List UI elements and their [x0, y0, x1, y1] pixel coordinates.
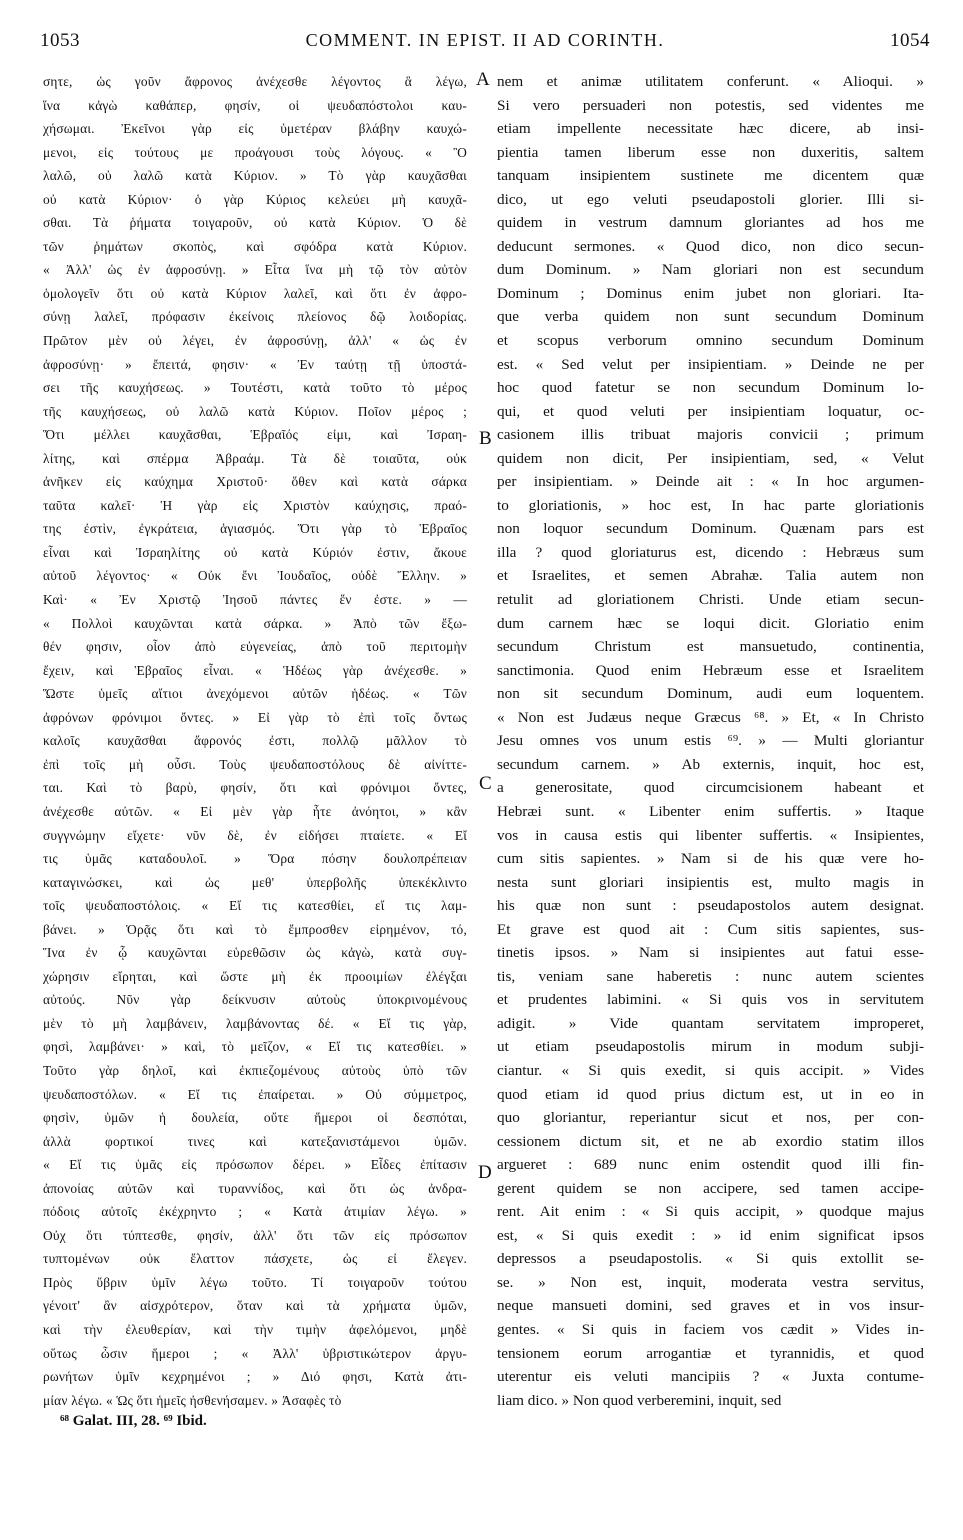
latin-text-line: retulit ad gloriationem Christi. Unde etiam secun-: [497, 591, 924, 609]
greek-text-line: Πρῶτον μὲν οὐ λέγει, ἐν ἀφροσύνῃ, ἀλλ' « ὡς ἐν: [43, 333, 467, 349]
latin-text-line: non loquor secundum Dominum. Quænam pars est: [497, 520, 924, 538]
latin-column: [497, 70, 924, 1412]
greek-text-line: τυπτομένων οὐκ ἔλαττον πάσχετε, ὡς εἰ ἔλεγεν.: [43, 1251, 467, 1267]
greek-text-line: ἀνῆκεν εἰς καύχημα Χριστοῦ· ὅθεν καὶ κατὰ σάρκα: [43, 474, 467, 490]
latin-text-line: quod etiam id quod prius dictum est, ut in eo in: [497, 1085, 924, 1103]
left-page-number: 1053: [40, 30, 80, 51]
greek-text-line: σθαι. Τὰ ῥήματα τοιγαροῦν, οὐ κατὰ Κύριον. Ὁ δὲ: [43, 215, 467, 231]
greek-text-line: ταῦτα καλεῖ· Ἡ γὰρ εἰς Χριστὸν καύχησις, πραό-: [43, 497, 467, 513]
latin-text-line: hoc quod fatetur se non secundum Dominum lo-: [497, 379, 924, 397]
greek-text-line: ἀνέχεσθε αὐτῶν. « Εἰ μὲν γὰρ ἦτε ἀνόητοι, » κἂν: [43, 803, 467, 819]
greek-text-line: « Πολλοὶ καυχῶνται κατὰ σάρκα. » Ἀπὸ τῶν ἔξω-: [43, 615, 467, 631]
greek-text-line: εἶναι καὶ Ἰσραηλίτης οὐ κατὰ Κύριόν ἐστιν, ἄκουε: [43, 544, 467, 560]
greek-text-line: φησὶ, λαμβάνει· » καὶ, τὸ μεῖζον, « Εἴ τις κατεσθίει. »: [43, 1039, 467, 1055]
latin-text-line: cessionem dictum sit, et ne ab exordio statim illos: [497, 1132, 924, 1150]
latin-text-line: nesta sunt gloriari insipientis est, multo magis in: [497, 873, 924, 891]
latin-text-line: dum Dominum. » Nam gloriari non est secundum: [497, 261, 924, 279]
latin-text-line: « Non est Judæus neque Græcus ⁶⁸. » Et, « In Christo: [497, 708, 924, 726]
latin-text-line: illa ? quod gloriaturus est, dicendo : Hebræus sum: [497, 543, 924, 561]
latin-text-line: argueret : 689 nunc enim ostendit quod illi fin-: [497, 1156, 924, 1174]
greek-text-line: ἔχειν, καὶ Ἑβραῖος εἶναι. « Ἡδέως γὰρ ἀνέχεσθε. »: [43, 662, 467, 678]
greek-column: [43, 70, 467, 1412]
greek-text-line: σητε, ὡς γοῦν ἄφρονος ἀνέχεσθε λέγοντος ἃ λέγω,: [43, 74, 467, 89]
latin-text-line: gerent quidem se non accipere, sed tamen accipe-: [497, 1179, 924, 1197]
latin-text-line: tanquam insipientem sustinete me dicentem quæ: [497, 167, 924, 185]
greek-text-line: φησὶν, ὑμῶν ἡ δουλεία, οὔτε ἥμεροι οἱ δεσπόται,: [43, 1110, 467, 1126]
running-title: COMMENT. IN EPIST. II AD CORINTH.: [305, 30, 665, 50]
greek-text-line: ὁμολογεῖν ὅτι οὐ κατὰ Κύριον λαλεῖ, καὶ ὅτι ἐν ἀφρο-: [43, 285, 467, 301]
latin-text-line: dum carnem hæc se loqui dicit. Gloriatio enim: [497, 614, 924, 632]
latin-text-line: pientia tamen liberum esse non duxeritis, saltem: [497, 143, 924, 161]
latin-text-line: sanctimonia. Quod enim Hebræum esse et Israelitem: [497, 661, 924, 679]
latin-text-line: quo gloriantur, reperiantur sicut et nos, per con-: [497, 1109, 924, 1127]
latin-text-line: a generositate, quod circumcisionem habeant et: [497, 779, 924, 797]
greek-text-line: χήσωμαι. Ἐκεῖνοι γὰρ εἰς ὑμετέραν βλάβην καυχώ-: [43, 121, 467, 137]
greek-text-line: Πρὸς ὕβριν ὑμῖν λέγω τοῦτο. Τί τοιγαροῦν τούτου: [43, 1274, 467, 1290]
latin-text-line: depressos a pseudapostolis. « Si quis extollit se-: [497, 1250, 924, 1268]
latin-text-line: ut etiam pseudapostolis mirum in modum subji-: [497, 1038, 924, 1056]
greek-text-line: σύνῃ λαλεῖ, πρόφασιν ἐκείνοις πλείονος δῷ λοιδορίας.: [43, 309, 467, 325]
greek-text-line: καταγινώσκει, καὶ ὡς μεθ' ὑπερβολῆς ὑπεκέκλιντο: [43, 874, 467, 890]
greek-text-line: βάνει. » Ὁρᾷς ὅτι καὶ τὸ ἔμπροσθεν εἰρημένον, τό,: [43, 921, 467, 937]
section-marker-c: C: [479, 773, 492, 794]
latin-text-line: dico, ut ego veluti pseudapostoli glorier. Illi si-: [497, 190, 924, 208]
latin-text-line: tis, veniam sane haberetis : nunc autem scientes: [497, 967, 924, 985]
latin-text-line: Jesu omnes vos unum estis ⁶⁹. » — Multi gloriantur: [497, 732, 924, 750]
right-page-number: 1054: [889, 30, 930, 51]
greek-text-line: Οὐχ ὅτι τύπτεσθε, φησίν, ἀλλ' ὅτι τῶν εἰς πρόσωπον: [43, 1227, 467, 1243]
greek-text-line: οὕτως ὦσιν ἥμεροι ; « Ἀλλ' ὑβριστικώτερον ἀργυ-: [43, 1345, 467, 1361]
latin-text-line: casionem illis tribuat majoris convicii ; primum: [497, 426, 924, 444]
greek-text-line: ρωνήτων ὑμῖν κεχρημένοι ; » Διό φησι, Κατὰ ἀτι-: [43, 1369, 467, 1385]
latin-text-line: ciantur. « Si quis exedit, si quis accipit. » Vides: [497, 1061, 924, 1079]
latin-text-line: neque mansueti domini, sed graves et in vos insur-: [497, 1297, 924, 1315]
greek-text-line: της ἐστὶν, ἐγκράτεια, ἁγιασμός. Ὅτι γὰρ τὸ Ἑβραῖος: [43, 521, 467, 537]
greek-text-line: γένοιτ' ἂν αἰσχρότερον, ὅταν καὶ τὰ χρήματα ὑμῶν,: [43, 1298, 467, 1314]
greek-text-line: μενοι, εἰς τούτους με προάγουσι τοὺς λόγους. « Ὃ: [43, 144, 467, 160]
latin-text-line: tensionem eorum arrogantiæ et tyrannidis, et quod: [497, 1344, 924, 1362]
greek-text-line: ἀφροσύνῃ· » ἔπειτά, φησιν· « Ἐν ταύτῃ τῇ ὑποστά-: [43, 356, 467, 372]
greek-text-line: καὶ τὴν ἐλευθερίαν, καὶ τὴν τιμὴν ἀφελόμενοι, μηδὲ: [43, 1321, 467, 1337]
latin-text-line: per insipientiam. » Deinde ait : « In hoc argumen-: [497, 473, 924, 491]
latin-text-line: uterentur eis veluti mancipiis ? « Juxta contume-: [497, 1368, 924, 1386]
greek-text-line: συγγνώμην εἴχετε· νῦν δὲ, ἐν εἰδήσει πταίετε. « Εἴ: [43, 827, 467, 843]
latin-text-line: cum sitis sapientes. » Nam si de his quæ vere ho-: [497, 850, 924, 868]
latin-text-line: est, « Si quis exedit : » id enim significat ipsos: [497, 1226, 924, 1244]
latin-text-line: tinetis ipsos. » Nam si insipientes aut fatui esse-: [497, 944, 924, 962]
latin-text-line: deducunt sermones. « Quod dico, non dico secun-: [497, 237, 924, 255]
section-marker-a: A: [476, 69, 490, 90]
latin-text-line: est. « Sed velut per insipientiam. » Deinde ne per: [497, 355, 924, 373]
footnote: ⁶⁸ Galat. III, 28. ⁶⁹ Ibid.: [60, 1413, 207, 1429]
latin-text-line: et prudentes labimini. « Si quis vos in servitutem: [497, 991, 924, 1009]
greek-text-line: αὐτούς. Νῦν γὰρ δείκνυσιν αὐτοὺς ὑποκρινομένους: [43, 992, 467, 1008]
latin-text-line: secundum Christum est mansuetudo, continentia,: [497, 638, 924, 656]
latin-text-line: Hebræi sunt. « Libenter enim suffertis. » Itaque: [497, 802, 924, 820]
greek-text-line: Ἵνα ἐν ᾧ καυχῶνται εὑρεθῶσιν ὡς κἀγὼ, κατὰ συγ-: [43, 945, 467, 961]
greek-text-line: Καὶ· « Ἐν Χριστῷ Ἰησοῦ πάντες ἕν ἐστε. » —: [43, 592, 467, 608]
latin-text-line: nem et animæ utilitatem conferunt. « Alioqui. »: [497, 73, 924, 90]
latin-text-line: to gloriationis, » hoc est, In hac parte gloriationis: [497, 496, 924, 514]
greek-text-line: καλοῖς καυχᾶσθαι ἄφρονός ἐστι, πολλῷ μᾶλλον τὸ: [43, 733, 467, 749]
greek-text-line: Ὅτι μέλλει καυχᾶσθαι, Ἑβραῖός εἰμι, καὶ Ἰσραη-: [43, 427, 467, 443]
greek-text-line: πόδοις αὐτοῖς ἐκέχρηντο ; « Κατὰ ἀτιμίαν λέγω. »: [43, 1204, 467, 1220]
latin-text-line: etiam impellente necessitate hæc dicere, ab insi-: [497, 120, 924, 138]
latin-text-line: quidem non dicit, Per insipientiam, sed, « Velut: [497, 449, 924, 467]
latin-text-line: vos in causa estis qui libenter suffertis. « Insipientes,: [497, 826, 924, 844]
greek-text-line: σει τῆς καυχήσεως. » Τουτέστι, κατὰ τοῦτο τὸ μέρος: [43, 380, 467, 396]
greek-text-line: ἀφρόνων φρόνιμοι ὄντες. » Εἰ γὰρ τὸ ἐπὶ τοῖς ὄντως: [43, 709, 467, 725]
section-marker-d: D: [478, 1162, 492, 1183]
latin-text-line: Et grave est quod ait : Cum sitis sapientes, sus-: [497, 920, 924, 938]
latin-text-line: Si vero persuaderi non potestis, sed videntes me: [497, 96, 924, 114]
latin-text-line: adigit. » Vide quantam servitatem improperet,: [497, 1014, 924, 1032]
greek-text-line: μὲν τὸ μὴ λαμβάνειν, λαμβάνοντας δέ. « Εἴ τις γὰρ,: [43, 1015, 467, 1031]
section-marker-b: B: [479, 428, 492, 449]
latin-text-line: se. » Non est, inquit, moderata vestra servitus,: [497, 1273, 924, 1291]
greek-text-line: χώρησιν εἴρηται, καὶ ὥστε μὴ ἐκ προοιμίων ἐλέγξαι: [43, 968, 467, 984]
greek-text-line: τις ὑμᾶς καταδουλοῖ. » Ὅρα πόσην δουλοπρέπειαν: [43, 851, 467, 867]
greek-text-line: « Εἴ τις ὑμᾶς εἰς πρόσωπον δέρει. » Εἶδες ἐπίτασιν: [43, 1157, 467, 1173]
page-header: [40, 30, 930, 60]
greek-text-line: ψευδαποστόλων. « Εἴ τις ἐπαίρεται. » Οὐ σύμμετρος,: [43, 1086, 467, 1102]
latin-text-line: non sit secundum Dominum, audi eum loquentem.: [497, 685, 924, 703]
greek-text-line: λίτης, καὶ σπέρμα Ἀβραάμ. Τὰ δὲ τοιαῦτα, οὐκ: [43, 450, 467, 466]
latin-text-line: liam dico. » Non quod verberemini, inquit, sed: [497, 1391, 782, 1409]
latin-text-line: et Israelites, et semen Abrahæ. Talia autem non: [497, 567, 924, 585]
greek-text-line: θέν φησιν, οἷον ἀπὸ εὐγενείας, ἀπὸ τοῦ περιτομὴν: [43, 639, 467, 655]
greek-text-line: λαλῶ, οὐ λαλῶ κατὰ Κύριον. » Τὸ γὰρ καυχᾶσθαι: [43, 168, 467, 184]
greek-text-line: ται. Καὶ τὸ βαρὺ, φησίν, ὅτι καὶ φρόνιμοι ὄντες,: [43, 780, 467, 796]
greek-text-line: Ὥστε ὑμεῖς αἴτιοι ἀνεχόμενοι αὐτῶν ἡδέως. « Τῶν: [43, 686, 467, 702]
latin-text-line: et scopus verborum omnino secundum Dominum: [497, 332, 924, 350]
latin-text-line: secundum carnem. » Ab externis, inquit, hoc est,: [497, 755, 924, 773]
latin-text-line: quidem in vestrum damnum gloriantes ad hos me: [497, 214, 924, 232]
latin-text-line: que verba quidem non sunt secundum Dominum: [497, 308, 924, 326]
greek-text-line: ἵνα κἀγὼ καθάπερ, φησίν, οἱ ψευδαπόστολοι καυ-: [43, 97, 467, 113]
latin-text-line: his quæ non sunt : pseudapostolos autem designat.: [497, 897, 924, 915]
latin-text-line: Dominum ; Dominus enim jubet non gloriari. Ita-: [497, 284, 924, 302]
greek-text-line: ἀλλὰ φορτικοί τινες καὶ κατεξανιστάμενοι ὑμῶν.: [43, 1133, 467, 1149]
greek-text-line: Τοῦτο γὰρ δηλοῖ, καὶ ἐκπιεζομένους αὐτοὺς ὑπὸ τῶν: [43, 1062, 467, 1078]
greek-text-line: αὐτοῦ λέγοντος· « Οὐκ ἔνι Ἰουδαῖος, οὐδὲ Ἕλλην. »: [43, 568, 467, 584]
greek-text-line: τῶν ῥημάτων σκοπὸς, καὶ σφόδρα κατὰ Κύριον.: [43, 238, 467, 254]
latin-text-line: qui, et quod veluti per insipientiam loquatur, oc-: [497, 402, 924, 420]
greek-text-line: οὐ κατὰ Κύριον· ὁ γὰρ Κύριος κελεύει μὴ καυχᾶ-: [43, 191, 467, 207]
greek-text-line: τῆς καυχήσεως, οὐ λαλῶ κατὰ Κύριον. Ποῖον μέρος ;: [43, 403, 467, 419]
greek-text-line: ἀπονοίας αὐτῶν καὶ τυραννίδος, καὶ ὅτι ὡς ἀνδρα-: [43, 1180, 467, 1196]
greek-text-line: τοῖς ψευδαποστόλοις. « Εἴ τις κατεσθίει, εἴ τις λαμ-: [43, 898, 467, 914]
greek-text-line: ἐπὶ τοῖς μὴ οὖσι. Τοὺς ψευδαποστόλους δὲ αἰνίττε-: [43, 756, 467, 772]
greek-text-line: « Ἀλλ' ὡς ἐν ἀφροσύνῃ. » Εἶτα ἵνα μὴ τῷ τὸν αὐτὸν: [43, 262, 467, 278]
latin-text-line: rent. Ait enim : « Si quis accipit, » quodque majus: [497, 1203, 924, 1221]
latin-text-line: gentes. « Si quis in faciem vos cædit » Vides in-: [497, 1320, 924, 1338]
greek-text-line: μίαν λέγω. « Ὡς ὅτι ἡμεῖς ἠσθενήσαμεν. » Ἀσαφὲς τὸ: [43, 1392, 342, 1408]
